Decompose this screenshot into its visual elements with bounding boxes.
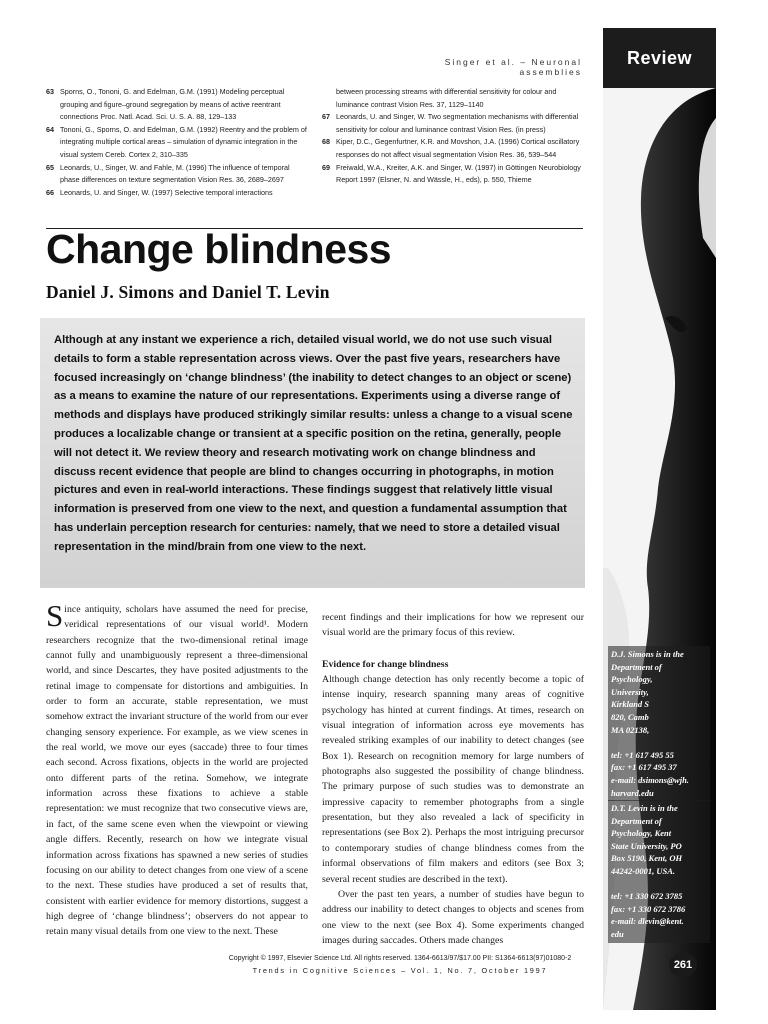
reference-item: 65 Leonards, U., Singer, W. and Fahle, M. (1996) The influence of temporal phase differences on texture segmentation Vision Res. 36, 2689–2697 (46, 162, 290, 185)
footer (200, 953, 600, 977)
body-paragraph: Although change detection has only recently become a topic of intense inquiry, research spanning many areas of cognitive psychology has hinted at current findings. At times, research on visual integration of information across eye movements has revealed striking examples of our inability to detect changes (see Box 1). Research on recognition memory for large numbers of photographs also suggested the possibility of change blindness. The primary purpose of such studies was to demonstrate an impressive capacity to remember photographs from a single presentation, but they also revealed a lack of specificity in representations (see Box 2). Perhaps the most intriguing precursor to contemporary studies of change blindness comes from the informal observations of film makers and editors (see Box 3; several recent studies are described in the text). (322, 674, 584, 885)
reference-item: 69 Freiwald, W.A., Kreiter, A.K. and Singer, W. (1997) in Göttingen Neurobiology Report 1997 (Elsner, N. and Wässle, H., eds), p. 550, Thieme (322, 162, 581, 185)
article-title: Change blindness (46, 226, 392, 272)
author2-affiliation: D.T. Levin is in the Department of Psychology, Kent State University, PO Box 5190, Kent, OH 44242-0001, USA. tel: +1 330 672 3785 fax: +1 330 672 3786 e-mail: dlevin@kent. edu (608, 800, 710, 943)
body-column-1 (46, 598, 308, 940)
body-column-2 (322, 610, 584, 948)
journal-citation: Trends in Cognitive Sciences – Vol. 1, No. 7, October 1997 (252, 966, 548, 975)
references-right (322, 86, 584, 187)
reference-item: 67 Leonards, U. and Singer, W. Two segmentation mechanisms with differential sensitivity for colour and luminance contrast Vision Res. (in press) (322, 112, 579, 134)
body-paragraph: ince antiquity, scholars have assumed the need for precise, veridical representations of our visual world¹. Modern researchers recognize that the two-dimensional retinal image cannot fully and unambiguously represent a three-dimensional world, and since Descartes, they have posited adjustments to the retinal image to compensate for distortions and ambiguities. In order to form an accurate, stable representation, we must somehow extract the invariant structure of the world from our ever changing sensory experience. For example, as we view scenes in the real world, we move our eyes (saccade) three to four times each second. Across fixations, objects in the world are projected onto different parts of the retina. Somehow, we integrate information across these fixations to achieve a stable representation: we must recognize that two consecutive views are, in fact, of the same scene even when the viewpoint or viewing angle differs. Recently, research on how we integrate visual information across fixations has spawned a new series of studies focusing on our ability to detect changes from one view of a scene to the next. These studies have produced a set of results that, consistent with earlier evidence for memory distortions, suggest a high degree of ‘change blindness’; observers do not appear to retain many visual details from one view to the next. These (46, 604, 308, 938)
body-paragraph: recent findings and their implications for how we represent our visual world are the primary focus of this review. (322, 612, 584, 639)
reference-item: 64 Tononi, G., Sporns, O. and Edelman, G.M. (1992) Reentry and the problem of integrating multiple cortical areas – simulation of dynamic integration in the visual system Cereb. Cortex 2, 310–335 (46, 124, 307, 159)
section-tab: Review (603, 28, 716, 88)
author1-affiliation: D.J. Simons is in the Department of Psychology, University, Kirkland S 820, Camb MA 02138, tel: +1 617 495 55 fax: +1 617 495 37 e-mail: dsimons@wjh. harvard.edu (608, 646, 710, 801)
references-left (46, 86, 308, 199)
reference-item: 66 Leonards, U. and Singer, W. (1997) Selective temporal interactions (46, 187, 273, 197)
article-authors: Daniel J. Simons and Daniel T. Levin (46, 282, 330, 302)
body-paragraph: Over the past ten years, a number of studies have begun to address our inability to detect changes to objects and scenes from one view to the next (see Box 4). Some experiments changed images during saccades. Others made changes (322, 888, 584, 946)
reference-item: 68 Kiper, D.C., Gegenfurtner, K.R. and Movshon, J.A. (1996) Cortical oscillatory responses do not affect visual segmentation Vision Res. 36, 539–544 (322, 137, 580, 159)
section-heading: Evidence for change blindness (322, 658, 449, 670)
page-number: 261 (669, 953, 697, 977)
reference-item: between processing streams with differential sensitivity for colour and luminance contrast Vision Res. 37, 1129–1140 (336, 87, 557, 109)
drop-cap: S (46, 598, 64, 633)
reference-item: 63 Sporns, O., Tononi, G. and Edelman, G.M. (1991) Modeling perceptual grouping and figure–ground segregation by means of active reentrant connections Proc. Natl. Acad. Sci. U. S. A. 88, 129–133 (46, 87, 285, 122)
copyright-line: Copyright © 1997, Elsevier Science Ltd. All rights reserved. 1364-6613/97/$17.00 PII: S1364-6613(97)01080-2 (228, 955, 572, 962)
abstract-text: Although at any instant we experience a rich, detailed visual world, we do not use such visual details to form a stable representation across views. Over the past five years, researchers have focused increasingly on ‘change blindness’ (the inability to detect changes to an object or scene) as a means to examine the nature of our representations. Experiments using a diverse range of methods and displays have produced strikingly similar results: unless a change to a visual scene produces a localizable change or transient at a specific position on the retina, generally, people will not detect it. We review theory and research motivating work on change blindness and discuss recent evidence that people are blind to changes occurring in photographs, in motion pictures and even in real-world interactions. These findings suggest that relatively little visual information is preserved from one view to the next, and question a fundamental assumption that has underlain perception research for centuries: namely, that we need to store a detailed visual representation in the mind/brain from one view to the next. (54, 334, 573, 553)
running-head: Singer et al. – Neuronal assemblies (444, 57, 582, 77)
